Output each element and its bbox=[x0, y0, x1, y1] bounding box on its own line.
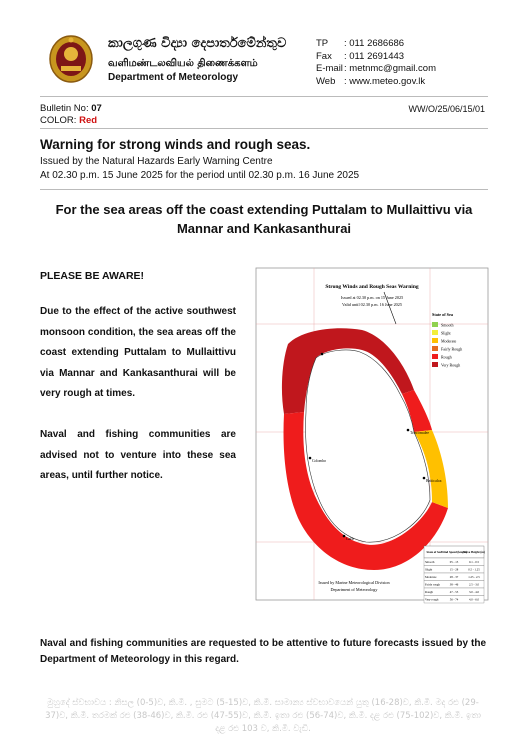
legend-swatch bbox=[432, 362, 438, 367]
table-header: State of Sea bbox=[426, 550, 442, 554]
table-cell: 3.0 - 4.0 bbox=[469, 590, 479, 594]
web-value[interactable]: : www.meteo.gov.lk bbox=[344, 75, 426, 87]
table-cell: 28 - 37 bbox=[449, 575, 459, 579]
issued-by: Issued by the Natural Hazards Early Warning Centre bbox=[40, 156, 273, 167]
legend-swatch bbox=[432, 330, 438, 335]
table-cell: 0.1 - 0.5 bbox=[469, 560, 479, 564]
table-cell: 47 - 55 bbox=[449, 590, 459, 594]
emblem-icon bbox=[48, 34, 94, 84]
legend-label: Rough bbox=[441, 354, 452, 360]
label-galle: Galle bbox=[346, 537, 355, 541]
table-cell: 38 - 46 bbox=[449, 582, 459, 587]
sea-state-map bbox=[244, 262, 494, 606]
legend-title: State of Sea bbox=[432, 312, 453, 317]
paragraph-advice: Naval and fishing communities are advised not to venture into these sea areas, until further notice. bbox=[40, 429, 236, 481]
dept-name-english: Department of Meteorology bbox=[108, 72, 239, 83]
bulletin-number: 07 bbox=[91, 103, 102, 114]
dept-name-tamil: வளிமண்டலவியல் திணைக்களம் bbox=[108, 58, 258, 69]
fax-value: : 011 2691443 bbox=[344, 50, 405, 62]
legend-swatch bbox=[432, 338, 438, 343]
legend-label: Smooth bbox=[441, 322, 454, 328]
title-divider bbox=[40, 189, 488, 190]
table-cell: Rough bbox=[425, 590, 434, 594]
legend-label: Moderate bbox=[441, 338, 457, 344]
table-cell: Very rough bbox=[425, 597, 439, 602]
legend-label: Very Rough bbox=[441, 362, 461, 368]
map-issued: Issued at 02.30 p.m. on 15 June 2025 bbox=[340, 295, 404, 300]
issued-block bbox=[40, 155, 359, 183]
legend-label: Fairly Rough bbox=[441, 346, 463, 352]
map-title: Strong Winds and Rough Seas Warning bbox=[325, 284, 419, 290]
table-cell: 4.0 - 6.0 bbox=[469, 597, 479, 602]
contact-block bbox=[316, 38, 436, 88]
dept-name-sinhala: කාලගුණ විද්‍යා දෙපාර්තමේන්තුව bbox=[108, 36, 287, 51]
email-label: E-mail bbox=[316, 63, 343, 74]
table-cell: Fairly rough bbox=[425, 582, 440, 587]
tp-value: : 011 2686686 bbox=[344, 38, 405, 49]
table-cell: 2.5 - 3.0 bbox=[469, 582, 479, 587]
label-trincomalee: Trincomalee bbox=[410, 431, 430, 435]
table-cell: Slight bbox=[425, 567, 433, 572]
color-value: Red bbox=[79, 114, 98, 126]
label-colombo: Colombo bbox=[312, 459, 327, 463]
paragraph-monsoon: Due to the effect of the active southwest monsoon condition, the sea areas off the coast extending Puttalam to Mullaittivu via Mannar and Kankasanthurai will be very rough at times. bbox=[40, 306, 236, 399]
table-cell: 05 - 15 bbox=[449, 560, 459, 564]
aware-heading: PLEASE BE AWARE! bbox=[40, 270, 145, 282]
legend-swatch bbox=[432, 354, 438, 359]
closing-note: Naval and fishing communities are requested to be attentive to future forecasts issued by the Department of Meteorology in this regard. bbox=[40, 638, 486, 665]
table-header: Wave Height (m) bbox=[463, 550, 485, 554]
tp-label: TP bbox=[316, 38, 329, 49]
map-valid: Valid until 02.30 p.m. 16 June 2025 bbox=[342, 302, 402, 307]
header-divider bbox=[40, 96, 488, 97]
legend-swatch bbox=[432, 322, 438, 327]
web-label: Web bbox=[316, 75, 336, 87]
map-credit-2: Department of Meteorology bbox=[330, 587, 378, 592]
legend-label: Slight bbox=[441, 330, 451, 336]
sea-state-table bbox=[424, 546, 485, 603]
issued-time: At 02.30 p.m. 15 June 2025 for the period until 02.30 p.m. 16 June 2025 bbox=[40, 170, 360, 181]
color-label: COLOR: bbox=[40, 114, 77, 126]
table-header: Wind Speed (kmph) bbox=[441, 550, 467, 554]
table-cell: Smooth bbox=[425, 560, 435, 564]
table-cell: 0.5 - 1.25 bbox=[468, 567, 480, 572]
bulletin-number-label: Bulletin No: bbox=[40, 103, 89, 114]
fax-label: Fax bbox=[316, 50, 332, 62]
footer-note: මුහුදේ ස්වභාවය : නිසල (0-5)ව, කි.මී. , සුමට (5-15)ව, කි.මී. සාමාන්‍ය ස්වභාවයෙන් යුතු (16-28)ව, කි.මී. මද රළු (29-37)ව, කි.මී. තරමක් රළු (38-46)ව, කි.මී. රළු (47-55)ව, කි.මී. ඉතා රළු (56-74)ව, කි.මී. දළ රළු (75-102)ව, කි.මී. ඉතා දළ රළු 103 ව, කි.මී. වැඩි. bbox=[45, 698, 481, 734]
bulletin-divider bbox=[40, 128, 488, 129]
map-credit-1: Issued by Marine Meteorological Division bbox=[318, 580, 390, 585]
bulletin-ref: WW/O/25/06/15/01 bbox=[408, 104, 485, 114]
table-cell: 1.25 - 2.5 bbox=[468, 575, 480, 579]
bulletin-info bbox=[40, 103, 102, 126]
legend-swatch bbox=[432, 346, 438, 351]
area-title: For the sea areas off the coast extending Puttalam to Mullaittivu via Mannar and Kankasanthurai bbox=[55, 202, 473, 236]
email-value[interactable]: : metnmc@gmail.com bbox=[344, 63, 436, 74]
warning-headline: Warning for strong winds and rough seas. bbox=[40, 137, 311, 152]
label-batticaloa: Batticaloa bbox=[426, 479, 442, 483]
table-cell: 15 - 28 bbox=[449, 567, 459, 572]
table-cell: 56 - 74 bbox=[449, 597, 459, 602]
table-cell: Moderate bbox=[425, 575, 437, 579]
